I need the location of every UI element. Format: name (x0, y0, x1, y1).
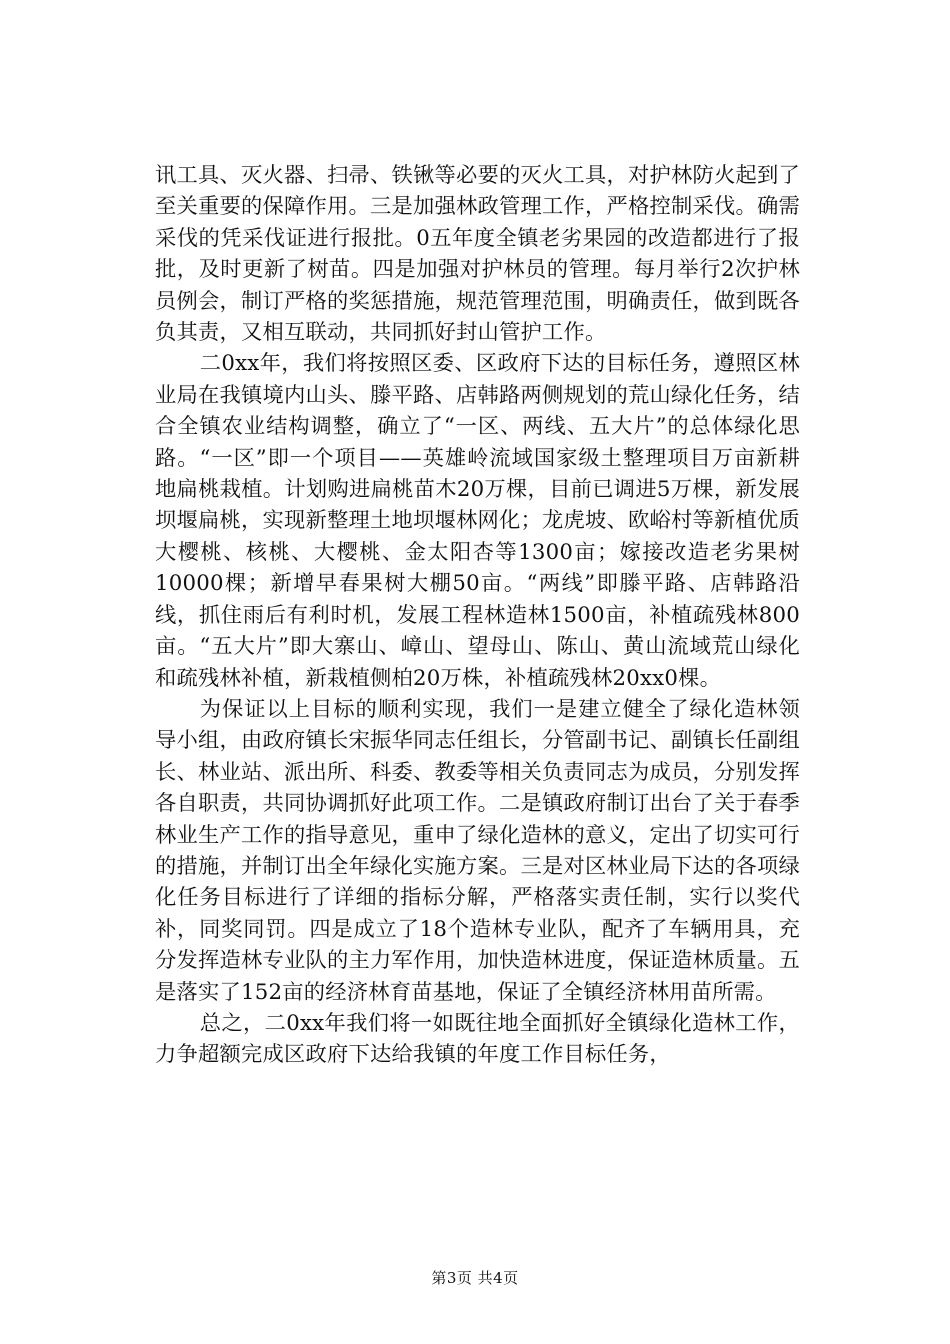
page-number-footer: 第3页 共4页 (431, 1269, 519, 1287)
document-body (155, 160, 800, 1071)
paragraph-summary: 总之，二0xx年我们将一如既往地全面抓好全镇绿化造林工作，力争超额完成区政府下达给我镇的年度工作目标任务， (155, 1010, 800, 1068)
paragraph-greening-plan: 二0xx年，我们将按照区委、区政府下达的目标任务，遵照区林业局在我镇境内山头、滕平路、店韩路两侧规划的荒山绿化任务，结合全镇农业结构调整，确立了“一区、两线、五大片”的总体绿化思路。“一区”即一个项目——英雄岭流域国家级土整理项目万亩新耕地扁桃栽植。计划购进扁桃苗木20万棵，目前已调进5万棵，新发展坝堰扁桃，实现新整理土地坝堰林网化；龙虎坡、欧峪村等新植优质大樱桃、核桃、大樱桃、金太阳杏等1300亩；嫁接改造老劣果树10000棵；新增早春果树大棚50亩。“两线”即滕平路、店韩路沿线，抓住雨后有利时机，发展工程林造林1500亩，补植疏残林800亩。“五大片”即大寨山、嶂山、望母山、陈山、黄山流域荒山绿化和疏残林补植，新栽植侧柏20万株，补植疏残林20xx0棵。 (155, 351, 800, 691)
paragraph-implementation-measures: 为保证以上目标的顺利实现，我们一是建立健全了绿化造林领导小组，由政府镇长宋振华同志任组长，分管副书记、副镇长任副组长、林业站、派出所、科委、教委等相关负责同志为成员，分别发挥各自职责，共同协调抓好此项工作。二是镇政府制订出台了关于春季林业生产工作的指导意见，重申了绿化造林的意义，定出了切实可行的措施，并制订出全年绿化实施方案。三是对区林业局下达的各项绿化任务目标进行了详细的指标分解，严格落实责任制，实行以奖代补，同奖同罚。四是成立了18个造林专业队，配齐了车辆用具，充分发挥造林专业队的主力军作用，加快造林进度，保证造林质量。五是落实了152亩的经济林育苗基地，保证了全镇经济林用苗所需。 (155, 696, 800, 1005)
paragraph-fire-prevention: 讯工具、灭火器、扫帚、铁锹等必要的灭火工具，对护林防火起到了至关重要的保障作用。三是加强林政管理工作，严格控制采伐。确需采伐的凭采伐证进行报批。0五年度全镇老劣果园的改造都进行了报批，及时更新了树苗。四是加强对护林员的管理。每月举行2次护林员例会，制订严格的奖惩措施，规范管理范围，明确责任，做到既各负其责，又相互联动，共同抓好封山管护工作。 (155, 163, 800, 346)
